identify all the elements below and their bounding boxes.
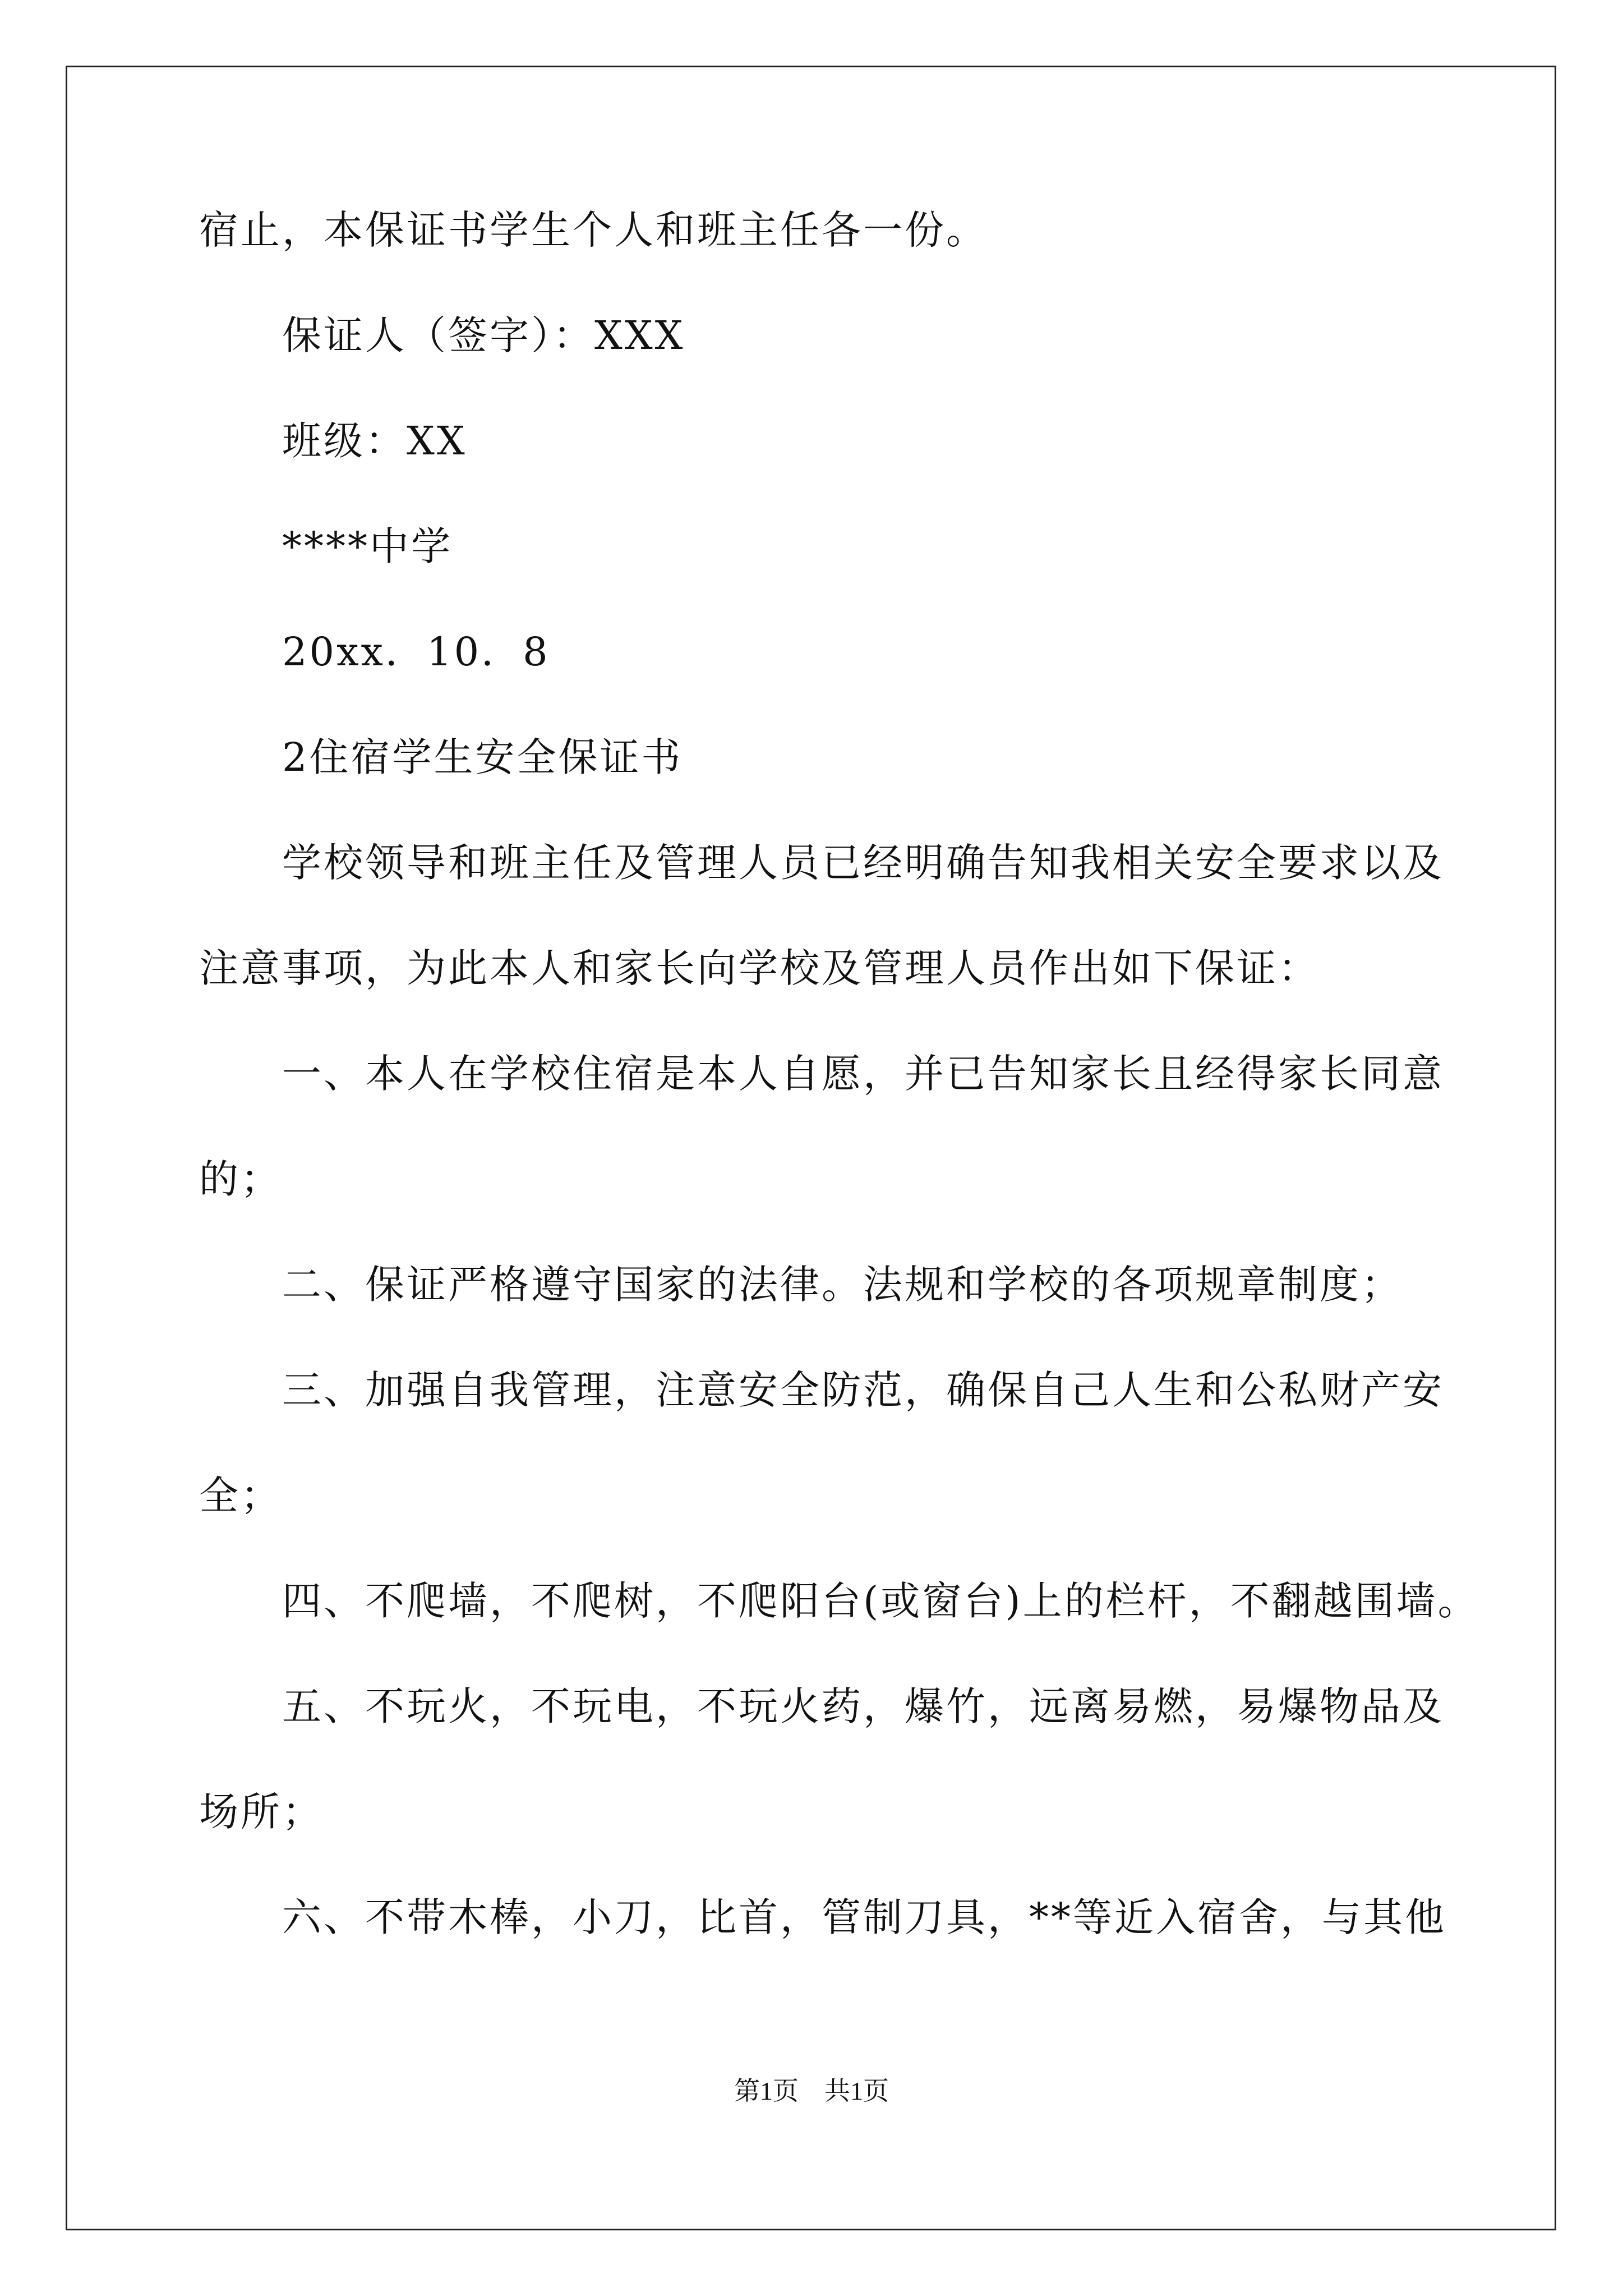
- list-item-6: 六、不带木棒，小刀，比首，管制刀具，**等近入宿舍，与其他: [282, 1894, 1446, 1940]
- guarantor-signature-line: 保证人（签字）：XXX: [282, 312, 685, 358]
- list-item-1: 一、本人在学校住宿是本人自愿，并已告知家长且经得家长同意: [282, 1051, 1444, 1097]
- paragraph-line: 学校领导和班主任及管理人员已经明确告知我相关安全要求以及: [282, 840, 1444, 886]
- date-line: 20xx．10．8: [282, 629, 550, 675]
- school-name-line: ****中学: [282, 523, 453, 569]
- list-item-3: 三、加强自我管理，注意安全防范，确保自己人生和公私财产安: [282, 1367, 1444, 1413]
- class-line: 班级：XX: [282, 418, 467, 464]
- list-item-1-cont: 的；: [199, 1156, 282, 1202]
- list-item-3-cont: 全；: [199, 1473, 282, 1519]
- page-footer: 第1页 共1页: [734, 2077, 889, 2105]
- text-line-1: 宿止，本保证书学生个人和班主任各一份。: [199, 207, 988, 253]
- list-item-2: 二、保证严格遵守国家的法律。法规和学校的各项规章制度；: [282, 1262, 1403, 1308]
- list-item-4: 四、不爬墙，不爬树，不爬阳台(或窗台)上的栏杆，不翻越围墙。: [282, 1578, 1479, 1624]
- section-title: 2住宿学生安全保证书: [282, 734, 683, 780]
- list-item-5: 五、不玩火，不玩电，不玩火药，爆竹，远离易燃，易爆物品及: [282, 1683, 1444, 1729]
- list-item-5-cont: 场所；: [199, 1789, 324, 1835]
- paragraph-line: 注意事项，为此本人和家长向学校及管理人员作出如下保证：: [199, 945, 1320, 991]
